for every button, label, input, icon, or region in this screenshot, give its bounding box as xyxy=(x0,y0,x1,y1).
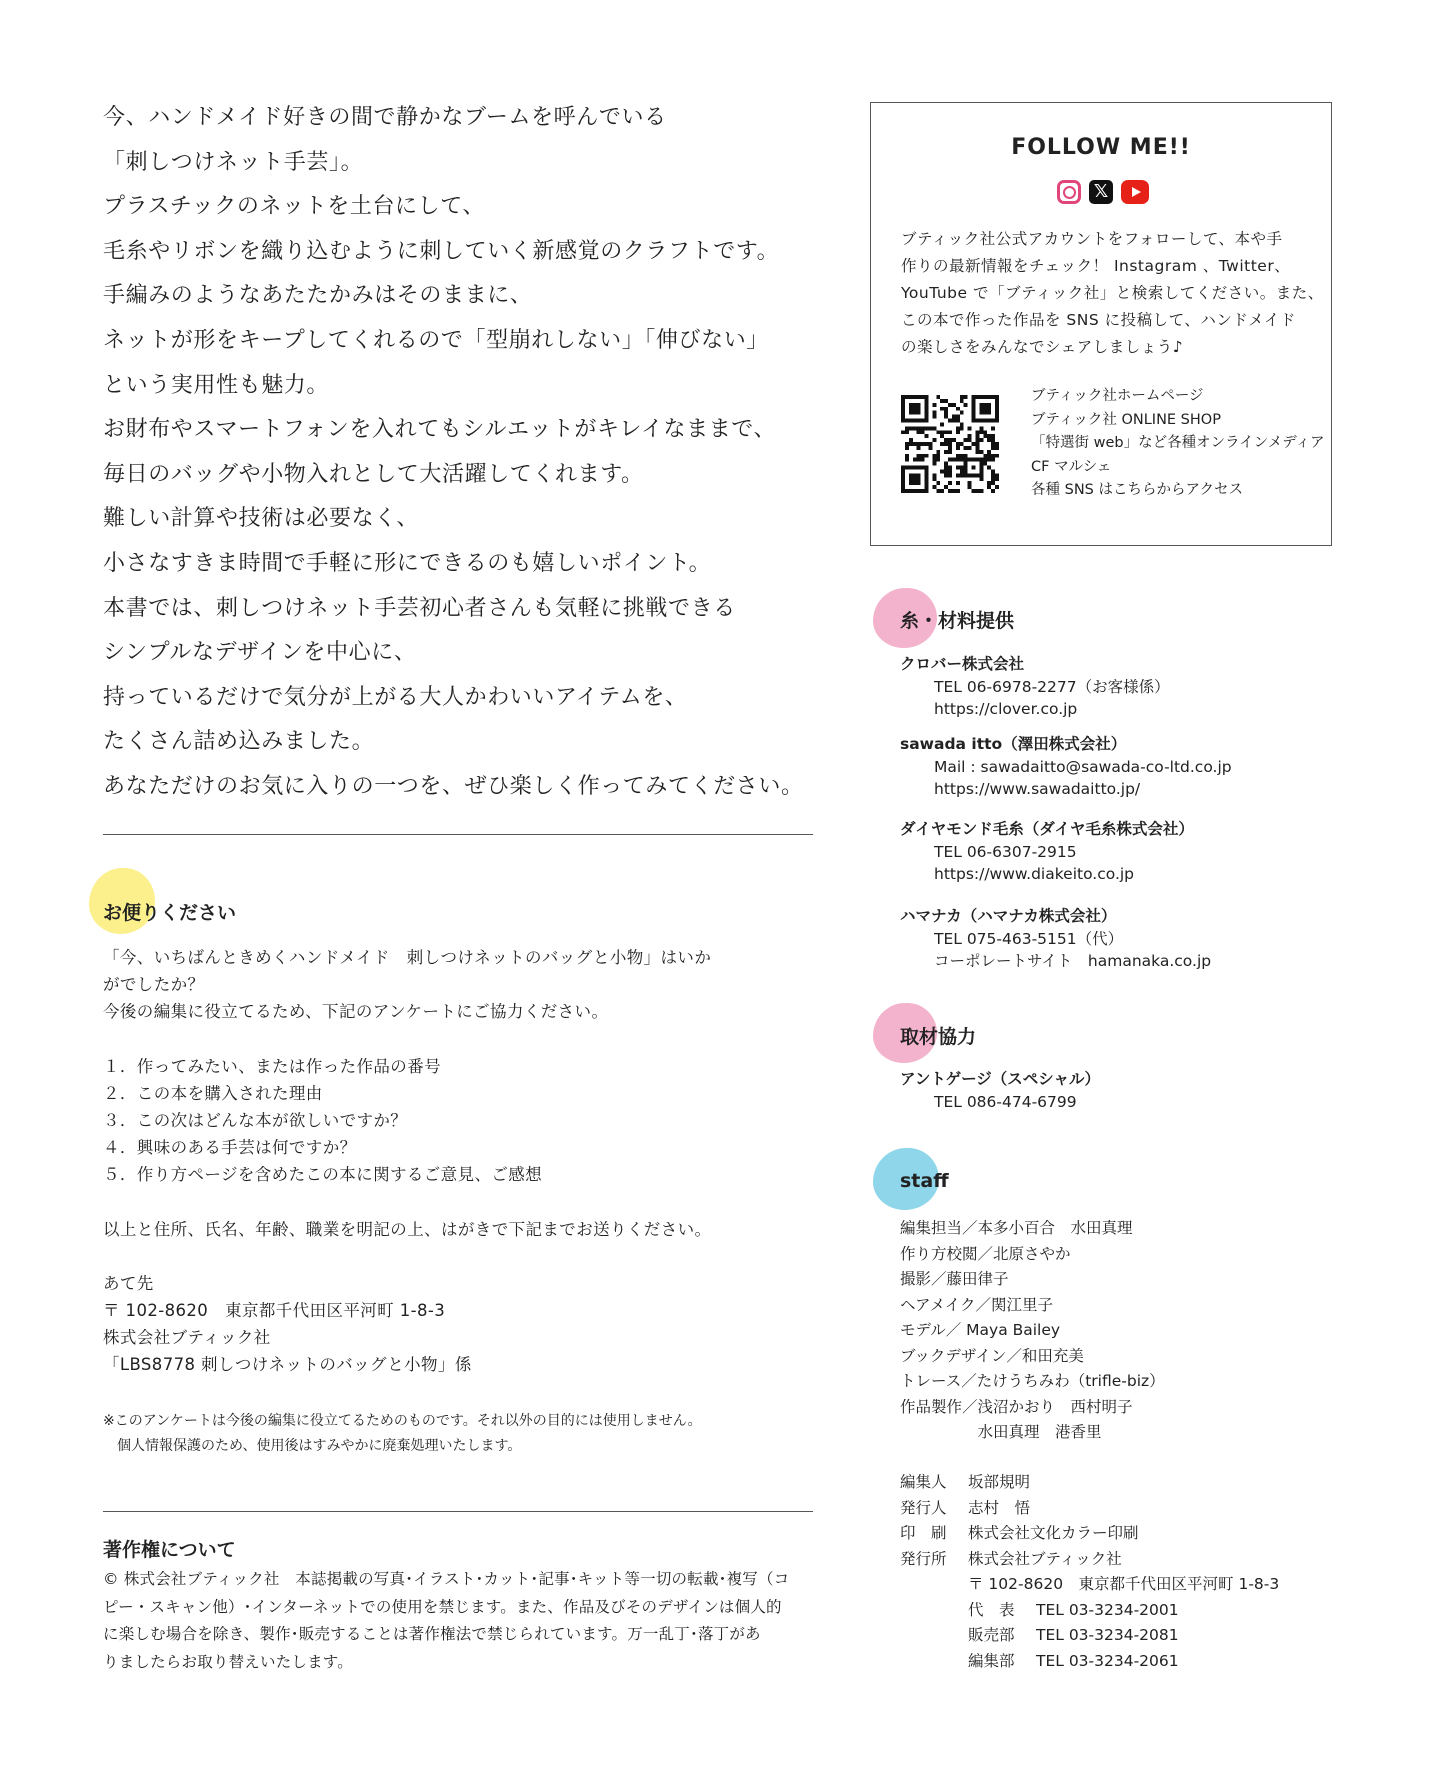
copyright-line: に楽しむ場合を除き、製作･販売することは著作権法で禁じられています。万一乱丁･落丁があ xyxy=(103,1625,761,1643)
copyright-line: © 株式会社ブティック社 本誌掲載の写真･イラスト･カット･記事･キット等一切の転載･複写（コ xyxy=(103,1570,790,1588)
letter-line: 今後の編集に役立てるため、下記のアンケートにご協力ください。 xyxy=(103,1002,609,1022)
staff-line: モデル／ Maya Bailey xyxy=(900,1321,1061,1339)
sns-icons xyxy=(1057,180,1149,204)
follow-description xyxy=(901,226,1324,361)
qr-link-line: CF マルシェ xyxy=(1031,458,1112,475)
company-detail: TEL 06-6307-2915 xyxy=(934,842,1077,861)
instagram-icon[interactable] xyxy=(1057,180,1081,204)
staff-line: 編集担当／本多小百合 水田真理 xyxy=(900,1219,1133,1237)
note-line: 個人情報保護のため、使用後はすみやかに廃棄処理いたします。 xyxy=(103,1438,522,1454)
note-line: ※このアンケートは今後の編集に役立てるためのものです。それ以外の目的には使用しません。 xyxy=(103,1413,702,1429)
follow-line: YouTube で「ブティック社」と検索してください。また、 xyxy=(901,284,1324,302)
follow-line: の楽しさをみんなでシェアしましょう♪ xyxy=(901,338,1184,356)
company-entry xyxy=(900,653,1170,721)
publisher-value: 坂部規明 xyxy=(968,1473,1031,1491)
publisher-row xyxy=(900,1547,1279,1573)
intro-line: 小さなすきま時間で手軽に形にできるのも嬉しいポイント。 xyxy=(103,550,712,576)
qr-code-icon[interactable] xyxy=(901,395,999,493)
publisher-value: 株式会社ブティック社 xyxy=(968,1549,1122,1568)
publisher-row xyxy=(900,1598,1279,1624)
qr-link-line: ブティック社ホームページ xyxy=(1031,388,1204,404)
letter-address-line: あて先 xyxy=(103,1273,154,1293)
cooperation-name: アントゲージ（スペシャル） xyxy=(900,1070,1100,1088)
qr-link-line: 各種 SNS はこちらからアクセス xyxy=(1031,482,1244,498)
company-entry xyxy=(900,733,1232,801)
company-url: https://www.sawadaitto.jp/ xyxy=(934,780,1141,798)
publisher-label: 編集部 xyxy=(968,1651,1015,1670)
staff-line: 作り方校閲／北原さやか xyxy=(900,1244,1071,1263)
youtube-icon[interactable] xyxy=(1121,180,1149,204)
follow-title: FOLLOW ME!! xyxy=(1011,135,1191,160)
survey-question: １．作ってみたい、または作った作品の番号 xyxy=(103,1056,441,1076)
letter-address-line: 「LBS8778 刺しつけネットのバッグと小物」係 xyxy=(103,1355,472,1375)
company-name: クロバー株式会社 xyxy=(900,655,1025,673)
staff-line: 撮影／藤田律子 xyxy=(900,1270,1009,1288)
publisher-label: 編集人 xyxy=(900,1473,947,1491)
company-url: コーポレートサイト hamanaka.co.jp xyxy=(934,952,1212,970)
publisher-value: 株式会社文化カラー印刷 xyxy=(968,1524,1139,1542)
publisher-value: 志村 悟 xyxy=(968,1498,1031,1517)
cooperation-tel: TEL 086-474-6799 xyxy=(934,1092,1077,1111)
company-url: https://clover.co.jp xyxy=(934,700,1078,718)
publisher-label: 発行人 xyxy=(900,1498,947,1517)
staff-heading: staff xyxy=(900,1170,949,1192)
staff-line: ブックデザイン／和田充美 xyxy=(900,1346,1084,1365)
staff-line: トレース／たけうちみわ（trifle-biz） xyxy=(900,1372,1165,1390)
publisher-row xyxy=(900,1521,1279,1547)
company-name: ハマナカ（ハマナカ株式会社） xyxy=(900,907,1117,925)
company-entry xyxy=(900,818,1194,886)
publisher-address xyxy=(900,1572,1279,1598)
publisher-value: TEL 03-3234-2001 xyxy=(1036,1600,1179,1619)
staff-line: 作品製作／浅沼かおり 西村明子 xyxy=(900,1397,1133,1416)
publisher-label: 発行所 xyxy=(900,1549,947,1568)
letter-body xyxy=(103,944,823,1379)
letter-instruction: 以上と住所、氏名、年齢、職業を明記の上、はがきで下記までお送りください。 xyxy=(103,1219,712,1239)
qr-link-line: ブティック社 ONLINE SHOP xyxy=(1031,411,1221,428)
publisher-row xyxy=(900,1649,1279,1675)
intro-line: 毛糸やリボンを織り込むように刺していく新感覚のクラフトです。 xyxy=(103,238,780,264)
intro-line: 毎日のバッグや小物入れとして大活躍してくれます。 xyxy=(103,461,644,487)
company-name: ダイヤモンド毛糸（ダイヤ毛糸株式会社） xyxy=(900,820,1194,838)
intro-line: お財布やスマートフォンを入れてもシルエットがキレイなままで、 xyxy=(103,417,777,443)
publisher-label: 印 刷 xyxy=(900,1524,947,1542)
qr-links xyxy=(1031,385,1325,503)
staff-list xyxy=(900,1216,1165,1446)
publisher-row xyxy=(900,1470,1279,1496)
copyright-heading: 著作権について xyxy=(103,1539,236,1561)
intro-line: 今、ハンドメイド好きの間で静かなブームを呼んでいる xyxy=(103,105,667,130)
staff-line: ヘアメイク／関江里子 xyxy=(900,1295,1053,1314)
follow-line: この本で作った作品を SNS に投稿して、ハンドメイド xyxy=(901,311,1296,329)
intro-line: ネットが形をキープしてくれるので「型崩れしない」「伸びない」 xyxy=(103,327,769,353)
company-name: sawada itto（澤田株式会社） xyxy=(900,735,1127,753)
intro-line: あなただけのお気に入りの一つを、ぜひ楽しく作ってみてください。 xyxy=(103,773,804,799)
intro-line: 難しい計算や技術は必要なく、 xyxy=(103,506,419,532)
intro-line: 手編みのようなあたたかみはそのままに、 xyxy=(103,283,533,309)
staff-line: 水田真理 港香里 xyxy=(900,1423,1102,1441)
publisher-label: 販売部 xyxy=(968,1626,1015,1644)
qr-link-line: 「特選街 web」など各種オンラインメディア xyxy=(1031,435,1325,451)
copyright-text xyxy=(103,1566,823,1676)
intro-line: プラスチックのネットを土台にして、 xyxy=(103,194,486,220)
publisher-label: 代 表 xyxy=(968,1600,1015,1619)
divider xyxy=(103,834,813,835)
x-twitter-icon[interactable]: 𝕏 xyxy=(1089,180,1113,204)
letter-line: 「今、いちばんときめくハンドメイド 刺しつけネットのバッグと小物」はいか xyxy=(103,948,712,967)
survey-question: ５．作り方ページを含めたこの本に関するご意見、ご感想 xyxy=(103,1165,543,1185)
intro-line: という実用性も魅力。 xyxy=(103,372,330,398)
company-entry xyxy=(900,905,1211,973)
letter-address-line: 〒 102-8620 東京都千代田区平河町 1-8-3 xyxy=(103,1301,446,1321)
intro-line: 持っているだけで気分が上がる大人かわいいアイテムを、 xyxy=(103,684,688,710)
intro-line: シンプルなデザインを中心に、 xyxy=(103,640,417,666)
intro-text xyxy=(103,96,833,810)
follow-box xyxy=(870,102,1332,546)
letter-address-line: 株式会社ブティック社 xyxy=(103,1328,271,1348)
follow-line: ブティック社公式アカウントをフォローして、本や手 xyxy=(901,230,1283,248)
intro-line: たくさん詰め込みました。 xyxy=(103,729,375,755)
publisher-row xyxy=(900,1496,1279,1522)
copyright-line: ピー・スキャン他）･インターネットでの使用を禁じます。また、作品及びそのデザインは個人的 xyxy=(103,1597,782,1616)
materials-heading: 糸・材料提供 xyxy=(900,610,1015,632)
company-url: https://www.diakeito.co.jp xyxy=(934,865,1135,883)
cooperation-entry xyxy=(900,1068,1100,1113)
survey-question: ４．興味のある手芸は何ですか？ xyxy=(103,1138,357,1158)
divider xyxy=(103,1511,813,1512)
company-detail: Mail : sawadaitto@sawada-co-ltd.co.jp xyxy=(934,757,1232,776)
publisher-address-text: 〒 102-8620 東京都千代田区平河町 1-8-3 xyxy=(968,1575,1280,1593)
intro-line: 本書では、刺しつけネット手芸初心者さんも気軽に挑戦できる xyxy=(103,595,736,621)
intro-line: 「刺しつけネット手芸」。 xyxy=(103,149,364,175)
cooperation-heading: 取材協力 xyxy=(900,1026,977,1048)
letter-heading: お便りください xyxy=(103,902,237,924)
company-detail: TEL 075-463-5151（代） xyxy=(934,929,1124,948)
copyright-line: りましたらお取り替えいたします。 xyxy=(103,1652,353,1671)
company-detail: TEL 06-6978-2277（お客様係） xyxy=(934,677,1170,696)
publisher-info xyxy=(900,1470,1279,1674)
follow-line: 作りの最新情報をチェック！ Instagram 、Twitter、 xyxy=(901,257,1291,275)
letter-line: がでしたか？ xyxy=(103,975,205,995)
publisher-value: TEL 03-3234-2081 xyxy=(1036,1626,1179,1644)
survey-question: ３．この次はどんな本が欲しいですか？ xyxy=(103,1111,408,1131)
letter-note xyxy=(103,1409,702,1459)
publisher-value: TEL 03-3234-2061 xyxy=(1036,1651,1179,1670)
publisher-row xyxy=(900,1623,1279,1649)
survey-question: ２．この本を購入された理由 xyxy=(103,1083,323,1103)
